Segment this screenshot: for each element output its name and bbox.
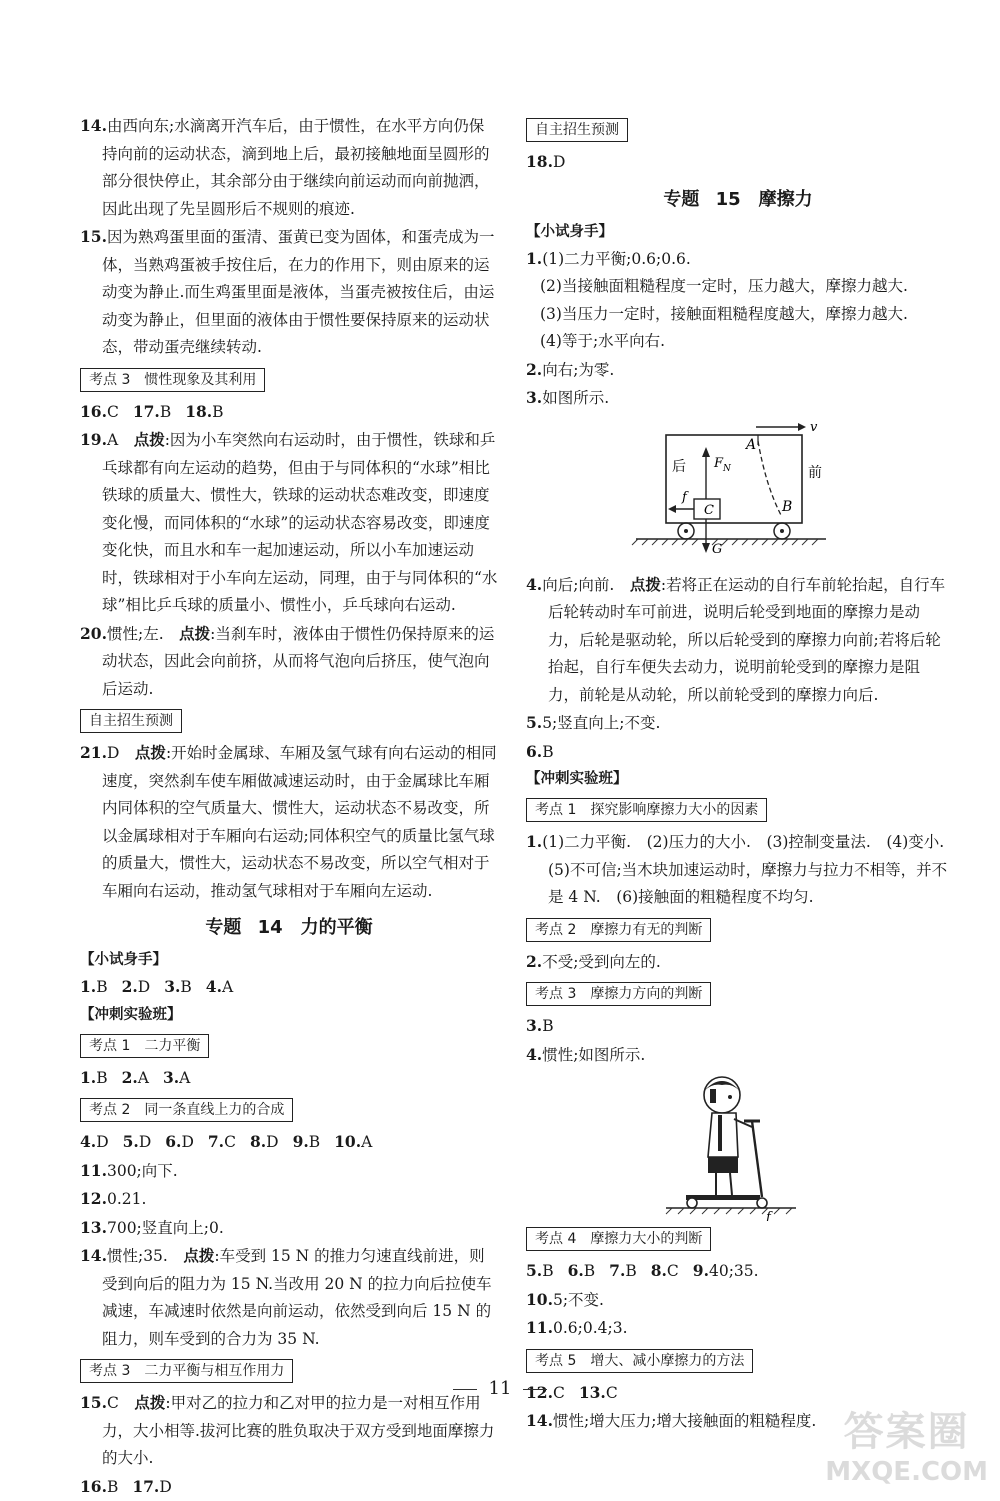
section-label: 【冲刺实验班】 <box>80 1002 498 1028</box>
answer-value: D <box>159 1478 171 1496</box>
child-shirt <box>708 1113 738 1157</box>
answer-item: 11.300;向下. <box>80 1157 498 1186</box>
answer-item: 21.D 点拨:开始时金属球、车厢及氢气球有向右运动的相同速度，突然刹车使车厢做减速运动时，由于金属球比车厢内同体积的空气质量大、惯性大，运动状态不易改变，所以金属球相对于车厢向右运动;同体积空气的质量比氢气球的质量大，惯性大，运动状态不易改变，所以空气相对于车厢向右运动，推动氢气球相对于车厢向左运动. <box>80 739 498 905</box>
section-label: 【小试身手】 <box>526 219 950 245</box>
section-box: 考点 4 摩擦力大小的判断 <box>526 1227 711 1251</box>
answer-item: 15.C 点拨:甲对乙的拉力和乙对甲的拉力是一对相互作用力，大小相等.拔河比赛的胜负取决于双方受到地面摩擦力的大小. <box>80 1389 498 1473</box>
page-number <box>0 1378 1000 1399</box>
answer-number: 1. <box>80 1068 96 1087</box>
answer-item: 14.由西向东;水滴离开汽车后，由于惯性，在水平方向仍保持向前的运动状态，滴到地上后，最初接触地面呈圆形的部分很快停止，其余部分由于继续向前运动而向前抛洒，因此出现了先呈圆形后不规则的痕迹. <box>80 112 498 223</box>
answer-value: B <box>107 1478 118 1496</box>
answer-value: C <box>107 403 119 421</box>
answer-value: B <box>96 978 107 996</box>
child-leg-right <box>730 1173 732 1195</box>
answer-value: A <box>361 1133 372 1151</box>
label-front: 前 <box>808 465 822 481</box>
answer-value: C <box>667 1262 679 1280</box>
answer-value: A <box>222 978 233 996</box>
answer-value: D <box>139 1133 151 1151</box>
answer-value: D <box>138 978 150 996</box>
answer-value: D <box>266 1133 278 1151</box>
scooter-stem <box>752 1121 762 1197</box>
answer-item: 10.5;不变. <box>526 1286 950 1315</box>
answer-row <box>80 973 498 1002</box>
answer-number: 12. <box>526 1383 553 1402</box>
child-eye <box>728 1095 732 1099</box>
wheel-front-hub <box>780 529 784 533</box>
answer-value: B <box>309 1133 320 1151</box>
answer-number: 5. <box>123 1132 139 1151</box>
section-box: 考点 3 惯性现象及其利用 <box>80 368 265 392</box>
normal-force-arrowhead <box>702 447 710 457</box>
section-label: 【冲刺实验班】 <box>526 766 950 792</box>
friction-arrowhead <box>668 505 676 513</box>
label-a: A <box>744 437 756 453</box>
answer-item: 15.因为熟鸡蛋里面的蛋清、蛋黄已变为固体，和蛋壳成为一体，当熟鸡蛋被手按住后，在力的作用下，则由原来的运动变为静止.而生鸡蛋里面是液体，当蛋壳被按住后，由运动变为静止，但里面的液体由于惯性要保持原来的运动状态，带动蛋壳继续转动. <box>80 223 498 362</box>
ground-hatching <box>632 539 818 545</box>
answer-value: B <box>96 1069 107 1087</box>
answer-item: 19.A 点拨:因为小车突然向右运动时，由于惯性，铁球和乒乓球都有向左运动的趋势，但由于与同体积的“水球”相比铁球的质量大、惯性大，铁球的运动状态难改变，即速度变化慢，而同体积的“水球”的运动状态容易改变，即速度变化快，而且水和车一起加速运动，所以小车加速运动时，铁球相对于小车向左运动，同理，由于与同体积的“水球”相比乒乓球的质量小、惯性小，乒乓球向右运动. <box>80 426 498 620</box>
answer-number: 13. <box>579 1383 606 1402</box>
answer-value: A <box>138 1069 149 1087</box>
answer-item: 12.0.21. <box>80 1185 498 1214</box>
answer-number: 2. <box>122 977 138 996</box>
answer-number: 17. <box>132 1477 159 1496</box>
answer-item: 3.如图所示. <box>526 384 950 413</box>
answer-item: 5.5;竖直向上;不变. <box>526 709 950 738</box>
label-fn: F <box>713 456 724 471</box>
answer-value: B <box>625 1262 636 1280</box>
answer-item: 11.0.6;0.4;3. <box>526 1314 950 1343</box>
section-box: 考点 5 增大、减小摩擦力的方法 <box>526 1349 753 1373</box>
answer-value: C <box>553 1384 565 1402</box>
answer-item: 20.惯性;左. 点拨:当刹车时，液体由于惯性仍保持原来的运动状态，因此会向前挤，从而将气泡向后挤压，使气泡向后运动. <box>80 620 498 704</box>
answer-number: 16. <box>80 1477 107 1496</box>
answer-item: 13.700;竖直向上;0. <box>80 1214 498 1243</box>
gravity-arrowhead <box>702 543 710 553</box>
headphone-left <box>710 1089 716 1103</box>
label-back: 后 <box>672 459 686 475</box>
answer-value: C <box>606 1384 618 1402</box>
answer-number: 6. <box>568 1261 584 1280</box>
label-f-2: f <box>765 1210 773 1221</box>
answer-item: 14.惯性;35. 点拨:车受到 15 N 的推力匀速直线前进，则受到向后的阻力为 15 N.当改用 20 N 的拉力向后拉使车减速，车减速时依然是向前运动，依然受到向后 15 N 的阻力，则车受到的合力为 35 N. <box>80 1242 498 1353</box>
answer-number: 8. <box>651 1261 667 1280</box>
answer-number: 8. <box>250 1132 266 1151</box>
watermark <box>825 1400 988 1487</box>
answer-item: 3.B <box>526 1012 950 1041</box>
section-box: 考点 1 探究影响摩擦力大小的因素 <box>526 798 767 822</box>
section-box: 考点 3 摩擦力方向的判断 <box>526 982 711 1006</box>
answer-value: D <box>181 1133 193 1151</box>
ground-hatching-2 <box>666 1208 792 1214</box>
answer-number: 9. <box>293 1132 309 1151</box>
section-box: 考点 2 同一条直线上力的合成 <box>80 1098 293 1122</box>
watermark-url: MXQE.COM <box>825 1457 988 1487</box>
page-number-dash-left <box>453 1389 477 1390</box>
label-g: G <box>712 542 722 557</box>
label-fn-sub: N <box>722 464 732 474</box>
section-box: 考点 1 二力平衡 <box>80 1034 209 1058</box>
answer-row <box>80 1128 498 1157</box>
section-box: 考点 2 摩擦力有无的判断 <box>526 918 711 942</box>
answer-value: 40;35. <box>709 1262 759 1280</box>
answer-subitem: (2)当接触面粗糙程度一定时，压力越大，摩擦力越大. <box>526 273 950 301</box>
answer-number: 4. <box>80 1132 96 1151</box>
scooter-wheel-front <box>757 1198 767 1208</box>
section-box: 自主招生预测 <box>80 709 182 733</box>
wheel-back-hub <box>684 529 688 533</box>
label-f: f <box>681 490 689 505</box>
answer-number: 9. <box>693 1261 709 1280</box>
answer-item: 14.惯性;增大压力;增大接触面的粗糙程度. <box>526 1407 950 1436</box>
scooter-deck <box>686 1195 760 1200</box>
answer-item: 2.不受;受到向左的. <box>526 948 950 977</box>
watermark-logo-text: 答案圈 <box>825 1400 988 1457</box>
section-box: 自主招生预测 <box>526 118 628 142</box>
label-c: C <box>704 503 714 518</box>
answer-number: 3. <box>164 977 180 996</box>
scooter-wheel-back <box>687 1198 697 1208</box>
page-number-dash-right <box>523 1389 547 1390</box>
answer-number: 7. <box>208 1132 224 1151</box>
answer-number: 6. <box>165 1132 181 1151</box>
label-v: v <box>810 420 818 435</box>
topic-title: 专题 14 力的平衡 <box>80 913 498 943</box>
answer-value: B <box>160 403 171 421</box>
answer-number: 2. <box>122 1068 138 1087</box>
answer-item: 1.(1)二力平衡;0.6;0.6. <box>526 245 950 274</box>
answer-value: A <box>179 1069 190 1087</box>
answer-value: B <box>542 1262 553 1280</box>
answer-number: 3. <box>163 1068 179 1087</box>
answer-value: C <box>224 1133 236 1151</box>
answer-number: 5. <box>526 1261 542 1280</box>
answer-number: 10. <box>334 1132 361 1151</box>
answer-value: B <box>212 403 223 421</box>
answer-subitem: (3)当压力一定时，接触面粗糙程度越大，摩擦力越大. <box>526 301 950 329</box>
page-number-value: 11 <box>489 1378 512 1399</box>
answer-subitem: (4)等于;水平向右. <box>526 328 950 356</box>
scooter-figure <box>526 1073 950 1221</box>
section-label: 【小试身手】 <box>80 947 498 973</box>
cart-force-diagram <box>526 417 950 565</box>
answer-item: 2.向右;为零. <box>526 356 950 385</box>
answer-row <box>80 1064 498 1093</box>
answer-value: B <box>584 1262 595 1280</box>
answer-number: 1. <box>80 977 96 996</box>
answer-row <box>526 1257 950 1286</box>
answer-row <box>80 1473 498 1501</box>
answer-value: B <box>180 978 191 996</box>
answer-number: 7. <box>609 1261 625 1280</box>
answer-item: 18.D <box>526 148 950 177</box>
answer-number: 16. <box>80 402 107 421</box>
label-b: B <box>781 499 792 515</box>
answer-item: 4.向后;向前. 点拨:若将正在运动的自行车前轮抬起，自行车后轮转动时车可前进，说明后轮受到地面的摩擦力是动力，后轮是驱动轮，所以后轮受到的摩擦力向前;若将后轮抬起，自行车便失去动力，说明前轮受到的摩擦力是阻力，前轮是从动轮，所以前轮受到的摩擦力向后. <box>526 571 950 710</box>
answer-item: 6.B <box>526 738 950 767</box>
child-shorts <box>708 1157 738 1173</box>
answer-item: 4.惯性;如图所示. <box>526 1041 950 1070</box>
answer-row <box>80 398 498 427</box>
answer-value: D <box>96 1133 108 1151</box>
fall-path <box>758 441 782 517</box>
topic-title: 专题 15 摩擦力 <box>526 185 950 215</box>
velocity-arrowhead <box>798 423 806 431</box>
answer-number: 18. <box>185 402 212 421</box>
answer-number: 4. <box>206 977 222 996</box>
right-column <box>526 118 950 1436</box>
answer-item: 1.(1)二力平衡. (2)压力的大小. (3)控制变量法. (4)变小. (5)不可信;当木块加速运动时，摩擦力与拉力不相等，并不是 4 N. (6)接触面的粗糙程度不均匀. <box>526 828 950 912</box>
answer-number: 17. <box>133 402 160 421</box>
scooter-svg <box>526 1073 950 1221</box>
section-box: 考点 3 二力平衡与相互作用力 <box>80 1359 293 1383</box>
left-column <box>80 112 498 1501</box>
cart-diagram-svg <box>526 417 950 565</box>
